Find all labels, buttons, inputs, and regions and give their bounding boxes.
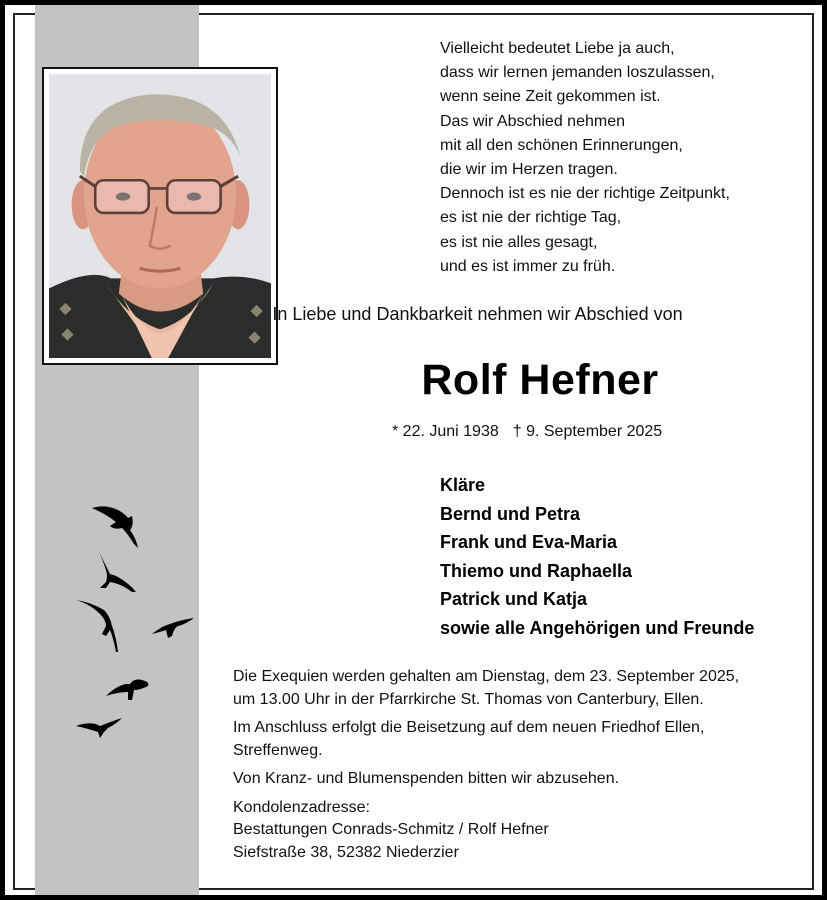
poem-line: es ist nie der richtige Tag, <box>440 209 622 227</box>
flying-birds-icon <box>70 500 200 745</box>
poem-line: wenn seine Zeit gekommen ist. <box>440 88 661 106</box>
family-member: sowie alle Angehörigen und Freunde <box>440 617 755 638</box>
poem-line: Dennoch ist es nie der richtige Zeitpunkt, <box>440 185 730 203</box>
burial-info <box>233 717 739 762</box>
service-line: um 13.00 Uhr in der Pfarrkirche St. Thomas von Canterbury, Ellen. <box>233 690 704 708</box>
burial-line: Im Anschluss erfolgt die Beisetzung auf dem neuen Friedhof Ellen, <box>233 719 705 736</box>
family-member: Bernd und Petra <box>440 503 581 524</box>
life-dates <box>392 423 662 441</box>
family-member: Kläre <box>440 475 486 495</box>
burial-line: Streffenweg. <box>233 741 323 759</box>
farewell-intro <box>0 304 827 325</box>
funeral-details <box>233 666 739 870</box>
poem-line: die wir im Herzen tragen. <box>440 161 618 179</box>
poem-line: und es ist immer zu früh. <box>440 257 616 275</box>
family-member: Thiemo und Raphaella <box>440 560 633 581</box>
family-list <box>440 471 754 643</box>
condolence-address <box>233 797 739 865</box>
poem <box>440 37 730 279</box>
bird-icon <box>92 506 138 548</box>
birth-date: * 22. Juni 1938 <box>392 423 499 440</box>
address-line: Bestattungen Conrads-Schmitz / Rolf Hefner <box>233 821 549 838</box>
poem-line: mit all den schönen Erinnerungen, <box>440 136 683 154</box>
poem-line: dass wir lernen jemanden loszulassen, <box>440 64 715 82</box>
poem-line: Vielleicht bedeutet Liebe ja auch, <box>440 40 675 57</box>
deceased-name: Rolf Hefner <box>421 356 659 404</box>
poem-line: Das wir Abschied nehmen <box>440 112 625 130</box>
bird-icon <box>76 600 118 652</box>
family-member: Frank und Eva-Maria <box>440 532 618 553</box>
farewell-intro-text: In Liebe und Dankbarkeit nehmen wir Abschied von <box>272 304 683 324</box>
address-label: Kondolenzadresse: <box>233 798 370 816</box>
service-line: Die Exequien werden gehalten am Dienstag, dem 23. September 2025, <box>233 668 740 685</box>
bird-icon <box>152 618 194 638</box>
flowers-note: Von Kranz- und Blumenspenden bitten wir abzusehen. <box>233 770 620 787</box>
service-info <box>233 666 739 711</box>
bird-icon <box>98 550 136 592</box>
bird-icon <box>76 718 122 738</box>
bird-icon <box>106 680 148 701</box>
family-member: Patrick und Katja <box>440 589 588 610</box>
birds-illustration <box>70 500 200 745</box>
address-line: Siefstraße 38, 52382 Niederzier <box>233 843 459 861</box>
poem-line: es ist nie alles gesagt, <box>440 233 598 251</box>
death-date: † 9. September 2025 <box>512 423 663 440</box>
